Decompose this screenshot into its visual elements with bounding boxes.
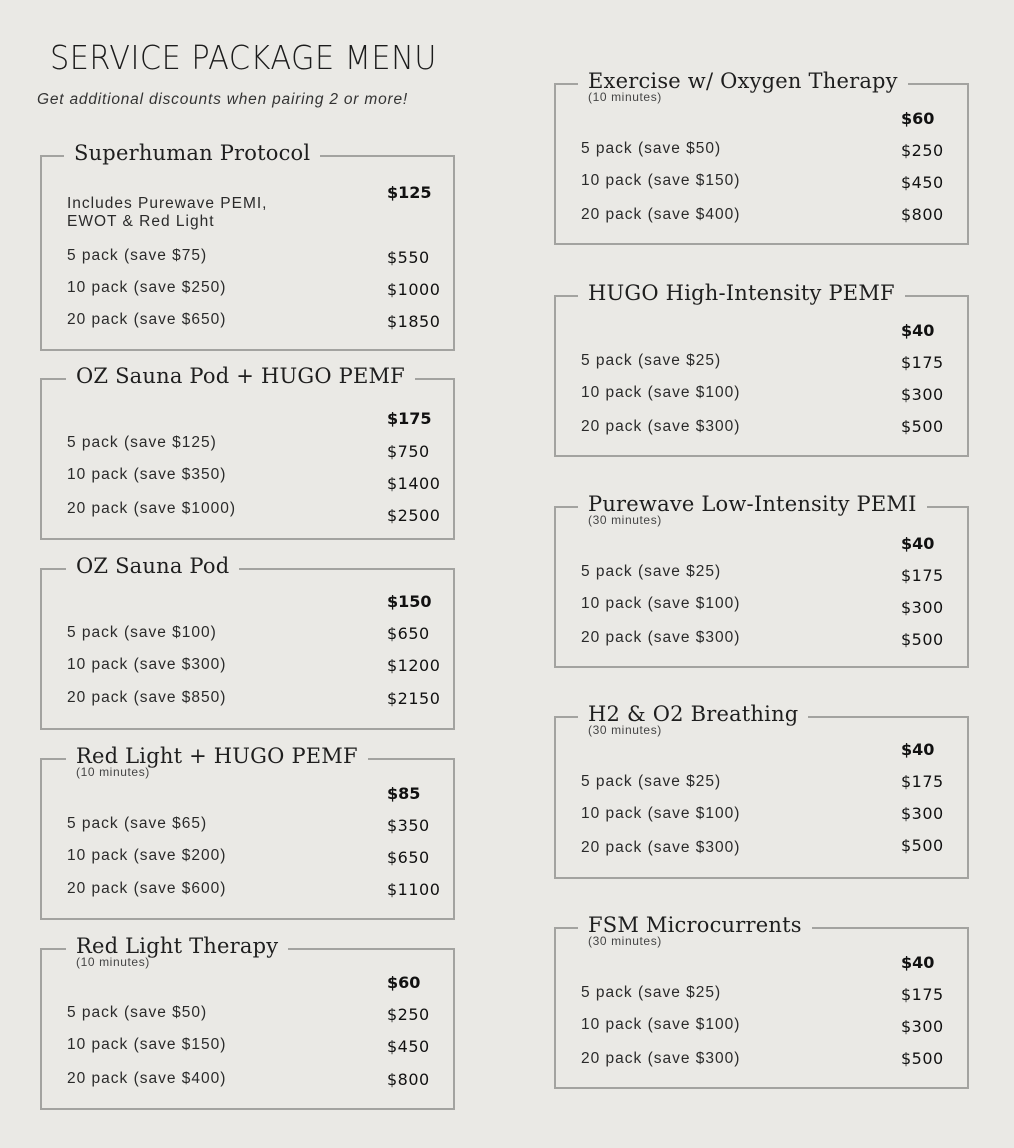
package-price: $85 [387, 784, 421, 803]
pack-price: $750 [387, 442, 430, 461]
pack-label: 10 pack (save $250) [67, 279, 227, 296]
pack-price: $1200 [387, 656, 441, 675]
pack-label: 5 pack (save $50) [581, 140, 722, 157]
package-name: Red Light + HUGO PEMF [76, 744, 358, 768]
pack-price: $175 [901, 985, 944, 1004]
pack-label: 20 pack (save $400) [581, 206, 741, 223]
pack-price: $300 [901, 385, 944, 404]
pack-price: $2150 [387, 689, 441, 708]
pack-price: $1100 [387, 880, 441, 899]
pack-label: 20 pack (save $1000) [67, 500, 237, 517]
pack-label: 10 pack (save $350) [67, 466, 227, 483]
card-header [66, 362, 415, 390]
pack-price: $500 [901, 836, 944, 855]
pack-price: $550 [387, 248, 430, 267]
pack-label: 10 pack (save $100) [581, 1016, 741, 1033]
pack-label: 5 pack (save $75) [67, 247, 208, 264]
package-name: Red Light Therapy [76, 934, 279, 958]
pack-label: 10 pack (save $150) [67, 1036, 227, 1053]
package-name: OZ Sauna Pod + HUGO PEMF [76, 364, 405, 388]
card-header [578, 67, 908, 103]
pack-price: $1000 [387, 280, 441, 299]
pack-label: 20 pack (save $650) [67, 311, 227, 328]
pack-label: 10 pack (save $150) [581, 172, 741, 189]
package-card-purewave-pemi [554, 492, 969, 668]
package-price: $60 [901, 109, 935, 128]
package-price: $125 [387, 183, 432, 202]
pack-label: 10 pack (save $100) [581, 595, 741, 612]
pack-price: $650 [387, 624, 430, 643]
card-header [64, 139, 320, 167]
pack-price: $450 [387, 1037, 430, 1056]
pack-price: $300 [901, 804, 944, 823]
card-header [578, 279, 905, 307]
package-card-oz-sauna-hugo [40, 364, 455, 540]
package-card-fsm-microcurrents [554, 913, 969, 1089]
pack-price: $300 [901, 1017, 944, 1036]
pack-label: 10 pack (save $100) [581, 805, 741, 822]
package-price: $40 [901, 953, 935, 972]
pack-label: 20 pack (save $300) [581, 1050, 741, 1067]
package-price: $60 [387, 973, 421, 992]
pack-label: 5 pack (save $125) [67, 434, 217, 451]
package-card-oz-sauna-pod [40, 554, 455, 730]
pack-price: $2500 [387, 506, 441, 525]
package-card-hugo-pemf [554, 281, 969, 457]
pack-label: 5 pack (save $25) [581, 773, 722, 790]
package-name: Purewave Low-Intensity PEMI [588, 492, 917, 516]
pack-price: $300 [901, 598, 944, 617]
pack-label: 20 pack (save $300) [581, 629, 741, 646]
pack-price: $650 [387, 848, 430, 867]
package-name: Superhuman Protocol [74, 141, 311, 165]
package-price: $40 [901, 321, 935, 340]
page-subtitle: Get additional discounts when pairing 2 or more! [37, 91, 408, 108]
pack-label: 20 pack (save $400) [67, 1070, 227, 1087]
package-card-ewot [554, 69, 969, 245]
package-card-h2-o2-breathing [554, 702, 969, 879]
pack-label: 20 pack (save $300) [581, 839, 741, 856]
pack-label: 10 pack (save $300) [67, 656, 227, 673]
pack-price: $500 [901, 630, 944, 649]
pack-label: 20 pack (save $300) [581, 418, 741, 435]
card-header [66, 742, 368, 778]
pack-label: 20 pack (save $600) [67, 880, 227, 897]
card-header [578, 490, 927, 526]
card-header [66, 552, 239, 580]
package-price: $40 [901, 534, 935, 553]
package-price: $175 [387, 409, 432, 428]
pack-label: 5 pack (save $25) [581, 563, 722, 580]
package-duration: (10 minutes) [76, 955, 150, 969]
pack-price: $800 [387, 1070, 430, 1089]
pack-price: $500 [901, 1049, 944, 1068]
pack-price: $450 [901, 173, 944, 192]
pack-label: 5 pack (save $25) [581, 984, 722, 1001]
package-name: FSM Microcurrents [588, 913, 802, 937]
card-header [578, 911, 812, 947]
package-card-superhuman-protocol [40, 141, 455, 351]
package-duration: (10 minutes) [588, 90, 662, 104]
pack-price: $175 [901, 772, 944, 791]
package-price: $150 [387, 592, 432, 611]
pack-label: 5 pack (save $65) [67, 815, 208, 832]
pack-label: 5 pack (save $50) [67, 1004, 208, 1021]
page-title: SERVICE PACKAGE MENU [50, 38, 437, 77]
package-name: Exercise w/ Oxygen Therapy [588, 69, 898, 93]
pack-label: 10 pack (save $200) [67, 847, 227, 864]
pack-label: 10 pack (save $100) [581, 384, 741, 401]
package-name: OZ Sauna Pod [76, 554, 230, 578]
package-duration: (30 minutes) [588, 513, 662, 527]
package-duration: (30 minutes) [588, 723, 662, 737]
pack-price: $1400 [387, 474, 441, 493]
pack-price: $500 [901, 417, 944, 436]
pack-price: $1850 [387, 312, 441, 331]
package-card-red-light-therapy [40, 934, 455, 1110]
card-header [578, 700, 808, 736]
pack-price: $800 [901, 205, 944, 224]
package-card-red-light-hugo [40, 744, 455, 920]
pack-price: $250 [387, 1005, 430, 1024]
card-header [66, 932, 288, 968]
pack-label: 5 pack (save $25) [581, 352, 722, 369]
pack-price: $175 [901, 353, 944, 372]
pack-label: 5 pack (save $100) [67, 624, 217, 641]
pack-price: $250 [901, 141, 944, 160]
package-duration: (30 minutes) [588, 934, 662, 948]
pack-price: $350 [387, 816, 430, 835]
pack-label: 20 pack (save $850) [67, 689, 227, 706]
package-name: H2 & O2 Breathing [588, 702, 799, 726]
package-includes: Includes Purewave PEMI, EWOT & Red Light [67, 195, 268, 230]
pack-price: $175 [901, 566, 944, 585]
package-price: $40 [901, 740, 935, 759]
package-duration: (10 minutes) [76, 765, 150, 779]
package-name: HUGO High-Intensity PEMF [588, 281, 895, 305]
